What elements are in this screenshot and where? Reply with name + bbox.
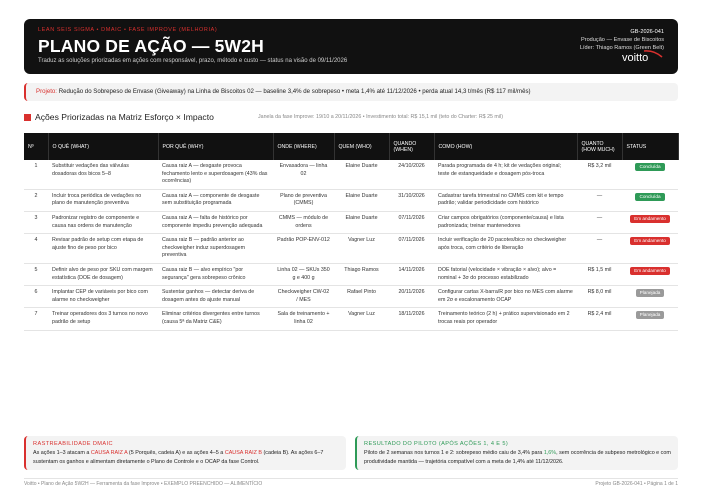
cell-status xyxy=(622,211,678,233)
cell-where: Sala de treinamento + linha 02 xyxy=(273,308,334,330)
cell-how: Configurar cartas X-barra/R por bico no MES com alarme em 2σ e escalonamento OCAP xyxy=(434,286,577,308)
cell-where: Envasadora — linha 02 xyxy=(273,160,334,189)
cell-how: Cadastrar tarefa trimestral no CMMS com kit e tempo padrão; validar periodicidade com histórico xyxy=(434,189,577,211)
header-kicker: LEAN SEIS SIGMA • DMAIC • FASE IMPROVE (MELHORIA) xyxy=(38,27,218,33)
cell-why: Sustentar ganhos — detectar deriva de dosagem antes do ajuste manual xyxy=(158,286,273,308)
col-header-n: Nº xyxy=(24,133,48,160)
cell-what: Padronizar registro de componente e causa nas ordens de manutenção xyxy=(48,211,158,233)
cell-what: Treinar operadores dos 3 turnos no novo padrão de setup xyxy=(48,308,158,330)
cell-status xyxy=(622,308,678,330)
cell-how: Incluir verificação de 20 pacotes/bico no checkweigher após troca, com critério de liberação xyxy=(434,234,577,264)
cell-when: 07/11/2026 xyxy=(389,211,434,233)
cell-what: Definir alvo de peso por SKU com margem estatística (DOE de dosagem) xyxy=(48,263,158,285)
logo-text: voitto xyxy=(622,52,649,64)
cell-who: Elaine Duarte xyxy=(334,211,389,233)
cell-how: DOE fatorial (velocidade × vibração × alvo); alvo = nominal + 3σ do processo estabilizado xyxy=(434,263,577,285)
cell-why: Causa raiz A — falta de histórico por componente impediu prevenção adequada xyxy=(158,211,273,233)
cell-status xyxy=(622,234,678,264)
status-badge: Planejada xyxy=(636,311,665,319)
cell-where: Checkweigher CW-02 / MES xyxy=(273,286,334,308)
col-header-who: QUEM (WHO) xyxy=(334,133,389,160)
cell-where: Linha 02 — SKUs 350 g e 400 g xyxy=(273,263,334,285)
cell-where: Padrão POP-ENV-012 xyxy=(273,234,334,264)
pilot-text xyxy=(364,449,671,466)
cell-what: Substituir vedações das válvulas dosadoras dos bicos 5–8 xyxy=(48,160,158,189)
cell-number: 7 xyxy=(24,308,48,330)
project-code: GB-2026-041 xyxy=(630,29,664,35)
status-badge: Em andamento xyxy=(630,267,670,275)
pilot-text-part: , sem ocorrência de subpeso metrológico e com produtividade mantida — trajetória compatível com a meta de 1,4% até 11/12/2026. xyxy=(364,450,671,465)
table-header-row xyxy=(24,133,678,160)
col-header-where: ONDE (WHERE) xyxy=(273,133,334,160)
pilot-result-box xyxy=(355,436,678,470)
project-bar xyxy=(24,83,678,101)
project-area: Produção — Envase de Biscoitos xyxy=(580,37,664,44)
col-header-how: COMO (HOW) xyxy=(434,133,577,160)
table-row xyxy=(24,263,678,285)
table-row xyxy=(24,189,678,211)
cell-cost: — xyxy=(577,211,622,233)
traceability-box xyxy=(24,436,346,470)
cell-number: 1 xyxy=(24,160,48,189)
footer xyxy=(24,478,678,487)
cell-number: 4 xyxy=(24,234,48,264)
status-badge: Em andamento xyxy=(630,237,670,245)
cell-status xyxy=(622,160,678,189)
cell-when: 20/11/2026 xyxy=(389,286,434,308)
table-row xyxy=(24,211,678,233)
cell-where: Plano de preventiva (CMMS) xyxy=(273,189,334,211)
cell-who: Thiago Ramos xyxy=(334,263,389,285)
root-cause-a-highlight: CAUSA RAIZ A xyxy=(90,450,128,456)
cell-why: Causa raiz A — componente de desgaste sem substituição programada xyxy=(158,189,273,211)
traceability-text-part: As ações 1–3 atacam a xyxy=(33,450,91,456)
cell-when: 31/10/2026 xyxy=(389,189,434,211)
col-header-why: POR QUÊ (WHY) xyxy=(158,133,273,160)
action-plan-table xyxy=(24,133,679,331)
page-title: PLANO DE AÇÃO — 5W2H xyxy=(38,36,265,56)
pilot-value-highlight: 1,6% xyxy=(543,450,557,456)
cell-how: Treinamento teórico (2 h) + prático supervisionado em 2 trocas reais por operador xyxy=(434,308,577,330)
cell-who: Elaine Duarte xyxy=(334,160,389,189)
col-header-when: QUANDO (WHEN) xyxy=(389,133,434,160)
cell-cost: R$ 1,5 mil xyxy=(577,263,622,285)
header-banner xyxy=(24,19,678,74)
traceability-text xyxy=(33,449,339,466)
cell-when: 07/11/2026 xyxy=(389,234,434,264)
cell-cost: R$ 2,4 mil xyxy=(577,308,622,330)
page-subtitle: Traduz as soluções priorizadas em ações com responsável, prazo, método e custo — status na visão de 09/11/2026 xyxy=(38,58,348,64)
cell-cost: R$ 8,0 mil xyxy=(577,286,622,308)
cell-why: Causa raiz A — desgaste provoca fechamento lento e superdosagem (43% das ocorrências) xyxy=(158,160,273,189)
traceability-text-part: (5 Porquês, cadeia A) e as ações 4–5 a xyxy=(127,450,225,456)
cell-number: 6 xyxy=(24,286,48,308)
cell-cost: — xyxy=(577,234,622,264)
col-header-status: STATUS xyxy=(622,133,678,160)
voitto-logo xyxy=(622,48,662,66)
cell-when: 18/11/2026 xyxy=(389,308,434,330)
cell-why: Causa raiz B — padrão anterior ao checkweigher induz superdosagem preventiva xyxy=(158,234,273,264)
traceability-title: RASTREABILIDADE DMAIC xyxy=(33,441,113,447)
pilot-text-part: Piloto de 2 semanas nos turnos 1 e 2: sobrepeso médio caiu de 3,4% para xyxy=(364,450,544,456)
cell-why: Eliminar critérios divergentes entre turnos (causa 5ª da Matriz C&E) xyxy=(158,308,273,330)
cell-how: Criar campos obrigatórios (componente/causa) e lista padronizada; treinar mantenedores xyxy=(434,211,577,233)
cell-where: CMMS — módulo de ordens xyxy=(273,211,334,233)
project-text: Redução do Sobrepeso de Envase (Giveaway) na Linha de Biscoitos 02 — baseline 3,4% de sobrepeso • meta 1,4% até 11/12/2026 • perda atual 14,3 t/mês (R$ 117 mil/mês) xyxy=(58,88,531,95)
cell-number: 3 xyxy=(24,211,48,233)
project-leader: Líder: Thiago Ramos (Green Belt) xyxy=(579,45,664,52)
col-header-cost: QUANTO (HOW MUCH) xyxy=(577,133,622,160)
table-row xyxy=(24,308,678,330)
col-header-what: O QUÊ (WHAT) xyxy=(48,133,158,160)
logo-swoosh-icon xyxy=(636,49,664,59)
cell-who: Elaine Duarte xyxy=(334,189,389,211)
cell-how: Parada programada de 4 h; kit de vedações original; teste de estanqueidade e dosagem pós-troca xyxy=(434,160,577,189)
pilot-title: RESULTADO DO PILOTO (APÓS AÇÕES 1, 4 E 5) xyxy=(364,441,509,447)
status-badge: Planejada xyxy=(636,289,665,297)
cell-who: Vagner Luz xyxy=(334,234,389,264)
root-cause-b-highlight: CAUSA RAIZ B xyxy=(224,450,262,456)
cell-status xyxy=(622,189,678,211)
table-row xyxy=(24,160,678,189)
cell-who: Vagner Luz xyxy=(334,308,389,330)
project-label: Projeto: xyxy=(36,88,58,95)
section-title: Ações Priorizadas na Matriz Esforço × Impacto xyxy=(35,112,214,122)
cell-number: 5 xyxy=(24,263,48,285)
cell-cost: — xyxy=(577,189,622,211)
cell-why: Causa raiz B — alvo empírico "por segurança" gera sobrepeso crônico xyxy=(158,263,273,285)
footer-left: Voitto • Plano de Ação 5W2H — Ferramenta da fase Improve • EXEMPLO PREENCHIDO — ALIMENTÍCIO xyxy=(24,481,263,487)
section-square-icon xyxy=(24,114,31,121)
footer-right: Projeto GB-2026-041 • Página 1 de 1 xyxy=(595,481,678,487)
cell-status xyxy=(622,286,678,308)
cell-status xyxy=(622,263,678,285)
table-row xyxy=(24,234,678,264)
cell-number: 2 xyxy=(24,189,48,211)
section-note: Janela da fase Improve: 19/10 a 20/11/2026 • Investimento total: R$ 15,1 mil (teto do Charter: R$ 25 mil) xyxy=(258,114,503,120)
status-badge: Em andamento xyxy=(630,215,670,223)
table-body xyxy=(24,160,678,330)
cell-what: Incluir troca periódica de vedações no plano de manutenção preventiva xyxy=(48,189,158,211)
cell-cost: R$ 3,2 mil xyxy=(577,160,622,189)
cell-who: Rafael Pinto xyxy=(334,286,389,308)
cell-what: Implantar CEP de variáveis por bico com alarme no checkweigher xyxy=(48,286,158,308)
traceability-text-part: (cadeia B). As ações 6–7 sustentam os ganhos e alimentam diretamente o Plano de Controle e o OCAP da fase Control. xyxy=(33,450,324,465)
status-badge: Concluída xyxy=(635,163,664,171)
cell-when: 24/10/2026 xyxy=(389,160,434,189)
cell-when: 14/11/2026 xyxy=(389,263,434,285)
table-row xyxy=(24,286,678,308)
status-badge: Concluída xyxy=(635,193,664,201)
cell-what: Revisar padrão de setup com etapa de ajuste fino de peso por bico xyxy=(48,234,158,264)
